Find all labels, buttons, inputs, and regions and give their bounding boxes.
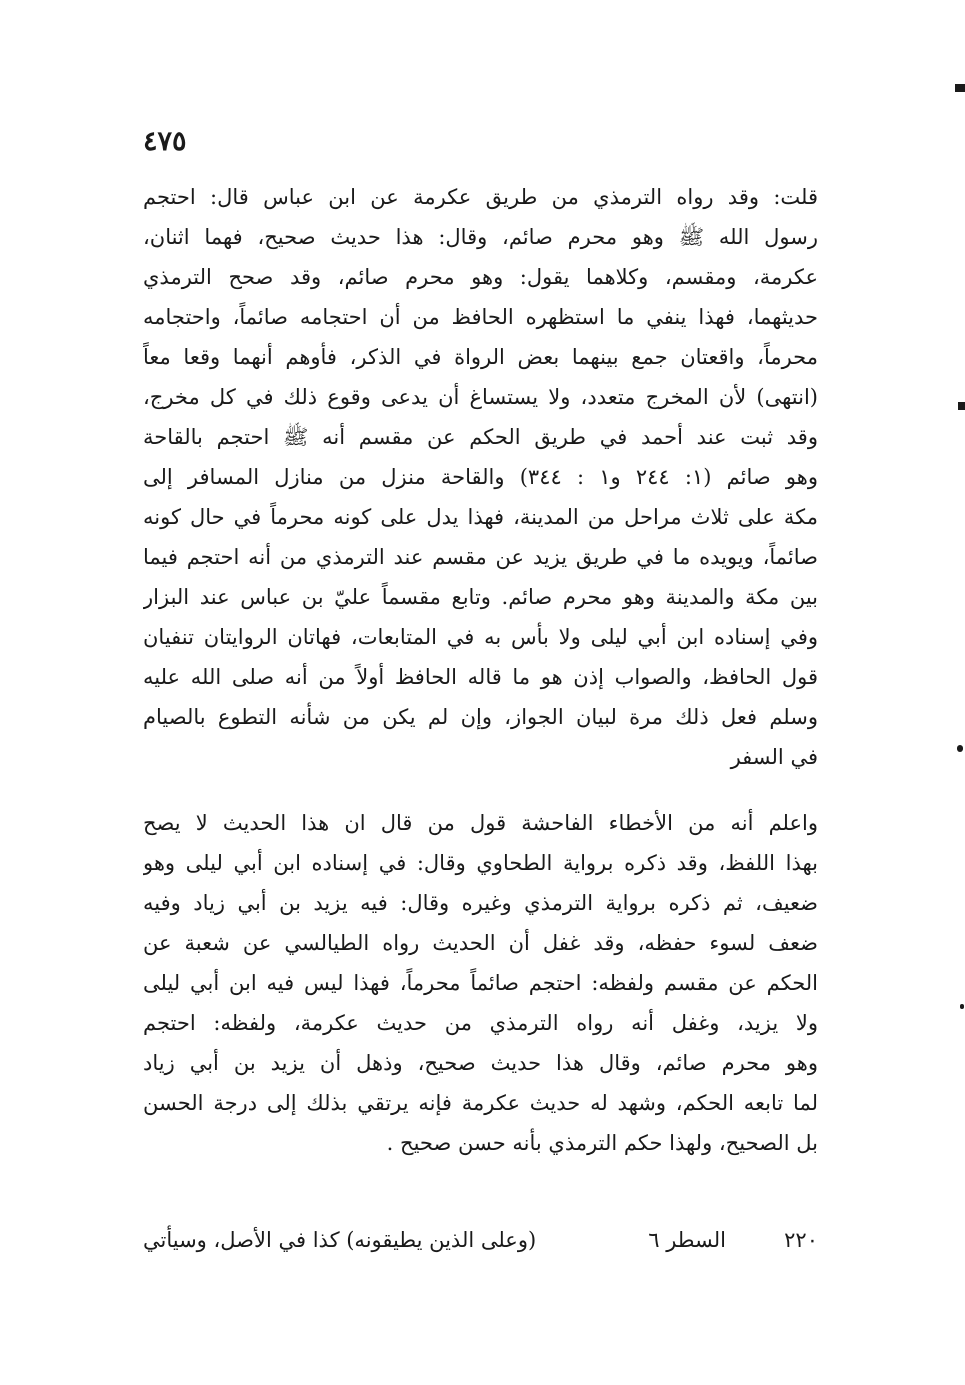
text-line: بهذا اللفظ، وقد ذكره برواية الطحاوي وقال: في إسناده ابن أبي ليلى وهو [143, 851, 818, 875]
page-number: ٤٧٥ [143, 126, 187, 157]
text-line: وهو صائم (١: ٢٤٤ و١ : ٣٤٤) والقاحة منزل من منازل المسافر إلى [143, 465, 818, 489]
margin-mark [958, 402, 965, 410]
paragraph-1 [143, 177, 818, 777]
text-line: وقد ثبت عند أحمد في طريق الحكم عن مقسم أنه ﷺ احتجم بالقاحة [143, 425, 818, 449]
footnote-text: (وعلى الذين يطيقونه) كذا في الأصل، وسيأتي [143, 1228, 537, 1252]
text-line: وفي إسناده ابن أبي ليلى ولا بأس به في المتابعات، فهاتان الروايتان تنفيان [143, 625, 818, 649]
text-line: ضعيف، ثم ذكره برواية الترمذي وغيره وقال: فيه يزيد بن أبي زياد وفيه [143, 891, 818, 915]
paragraph-2 [143, 803, 818, 1163]
text-line: حديثهما، فهذا ينفي ما استظهره الحافظ من أن احتجامه صائماً، واحتجامه [143, 305, 818, 329]
text-line: ولا يزيد، وغفل أنه رواه الترمذي من حديث عكرمة، ولفظه: احتجم [143, 1011, 818, 1035]
text-line: لما تابعه الحكم، وشهد له حديث عكرمة فإنه يرتقي بذلك إلى درجة الحسن [143, 1091, 818, 1115]
margin-mark [960, 1004, 964, 1009]
text-line: ضعف لسوء حفظه، وقد غفل أن الحديث رواه الطيالسي عن شعبة عن [143, 931, 818, 955]
margin-mark [957, 745, 963, 752]
margin-mark [955, 84, 965, 92]
text-line: بل الصحيح، ولهذا حكم الترمذي بأنه حسن صحيح . [386, 1131, 818, 1155]
text-line: واعلم أنه من الأخطاء الفاحشة قول من قال ان هذا الحديث لا يصح [143, 811, 818, 835]
text-line: في السفر [730, 745, 818, 769]
text-line: الحكم عن مقسم ولفظه: احتجم صائماً محرماً، فهذا ليس فيه ابن أبي ليلى [143, 971, 818, 995]
footnote-line-reference: السطر ٦ [648, 1228, 726, 1252]
text-line: مكة على ثلاث مراحل من المدينة، فهذا يدل على كونه محرماً في حال كونه [143, 505, 818, 529]
footnote [143, 1220, 818, 1260]
text-line: محرماً، واقعتان جمع بينهما بعض الرواة في الذكر، فأوهم أنهما وقعا معاً [143, 345, 818, 369]
text-line: بين مكة والمدينة وهو محرم صائم. وتابع مقسماً عليّ بن عباس عند البزار [143, 585, 818, 609]
text-line: صائماً، ويويده ما في طريق يزيد عن مقسم عند الترمذي من أنه احتجم فيما [143, 545, 818, 569]
text-line: قلت: وقد رواه الترمذي من طريق عكرمة عن ابن عباس قال: احتجم [143, 185, 818, 209]
text-line: (انتهى) لأن المخرج متعدد، ولا يستساغ أن يدعى وقوع ذلك في كل مخرج، [143, 385, 818, 409]
text-line: قول الحافظ، والصواب إذن هو ما قاله الحافظ أولاً من أنه صلى الله عليه [143, 665, 818, 689]
text-line: وهو محرم صائم، وقال هذا حديث صحيح، وذهل أن يزيد بن أبي زياد [143, 1051, 818, 1075]
text-line: عكرمة، ومقسم، وكلاهما يقول: وهو محرم صائم، وقد صحح الترمذي [143, 265, 818, 289]
text-line: وسلم فعل ذلك مرة لبيان الجواز، وإن لم يكن من شأنه التطوع بالصيام [143, 705, 818, 729]
text-line: رسول الله ﷺ وهو محرم صائم، وقال: هذا حديث صحيح، فهما اثنان، [143, 225, 818, 249]
footnote-number: ٢٢٠ [784, 1228, 818, 1252]
